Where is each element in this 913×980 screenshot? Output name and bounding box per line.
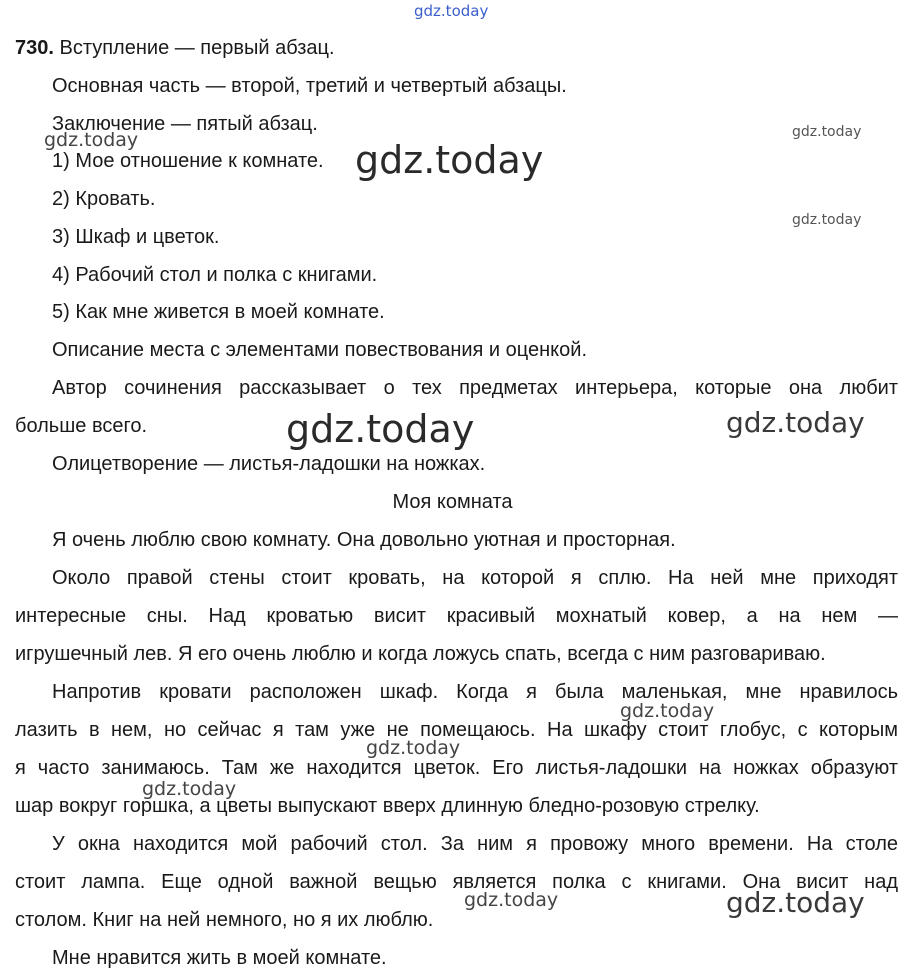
plan-item-1: 1) Мое отношение к комнате.: [52, 150, 324, 172]
watermark: gdz.today: [464, 889, 559, 911]
essay-p3-line-2: лазить в нем, но сейчас я там уже не помещаюсь. На шкафу стоит глобус, с которым: [15, 719, 898, 741]
essay-p4-line-2: стоит лампа. Еще одной важной вещью является полка с книгами. Она висит над: [15, 871, 898, 893]
essay-title: Моя комната: [392, 491, 513, 513]
watermark: gdz.today: [44, 129, 139, 151]
essay-p3-line-1: Напротив кровати расположен шкаф. Когда я была маленькая, мне нравилось: [52, 681, 898, 703]
essay-p2-line-3: игрушечный лев. Я его очень люблю и когда ложусь спать, всегда с ним разговариваю.: [15, 643, 826, 665]
watermark: gdz.today: [286, 407, 475, 451]
watermark: gdz.today: [355, 138, 544, 182]
plan-item-5: 5) Как мне живется в моей комнате.: [52, 301, 385, 323]
task-main-part: Основная часть — второй, третий и четвертый абзацы.: [52, 75, 567, 97]
essay-p3-line-4: шар вокруг горшка, а цветы выпускают вверх длинную бледно-розовую стрелку.: [15, 795, 760, 817]
essay-p2-line-1: Около правой стены стоит кровать, на которой я сплю. На ней мне приходят: [52, 567, 898, 589]
essay-p2-line-2: интересные сны. Над кроватью висит красивый мохнатый ковер, а на нем —: [15, 605, 898, 627]
personification: Олицетворение — листья-ладошки на ножках.: [52, 453, 486, 475]
plan-item-3: 3) Шкаф и цветок.: [52, 226, 220, 248]
watermark: gdz.today: [142, 778, 237, 800]
task-number: 730.: [15, 37, 54, 59]
watermark: gdz.today: [620, 700, 715, 722]
watermark: gdz.today: [726, 886, 865, 919]
task-conclusion: Заключение — пятый абзац.: [52, 113, 318, 135]
watermark: gdz.today: [792, 212, 862, 228]
watermark: gdz.today: [726, 406, 865, 439]
essay-paragraph-1: Я очень люблю свою комнату. Она довольно уютная и просторная.: [52, 529, 676, 551]
plan-item-4: 4) Рабочий стол и полка с книгами.: [52, 264, 378, 286]
essay-paragraph-5: Мне нравится жить в моей комнате.: [52, 947, 387, 969]
plan-item-2: 2) Кровать.: [52, 188, 156, 210]
watermark: gdz.today: [366, 737, 461, 759]
essay-p4-line-1: У окна находится мой рабочий стол. За ним я провожу много времени. На столе: [52, 833, 898, 855]
task-intro-line: [15, 36, 335, 60]
essay-p3-line-3: я часто занимаюсь. Там же находится цветок. Его листья-ладошки на ножках образуют: [15, 757, 898, 779]
author-line-2: больше всего.: [15, 415, 148, 437]
watermark-top: gdz.today: [414, 2, 489, 20]
watermark: gdz.today: [792, 124, 862, 140]
essay-p4-line-3: столом. Книг на ней немного, но я их люблю.: [15, 909, 434, 931]
type-of-speech: Описание места с элементами повествования и оценкой.: [52, 339, 587, 361]
task-intro: Вступление — первый абзац.: [59, 37, 335, 59]
author-line-1: Автор сочинения рассказывает о тех предметах интерьера, которые она любит: [52, 377, 898, 399]
